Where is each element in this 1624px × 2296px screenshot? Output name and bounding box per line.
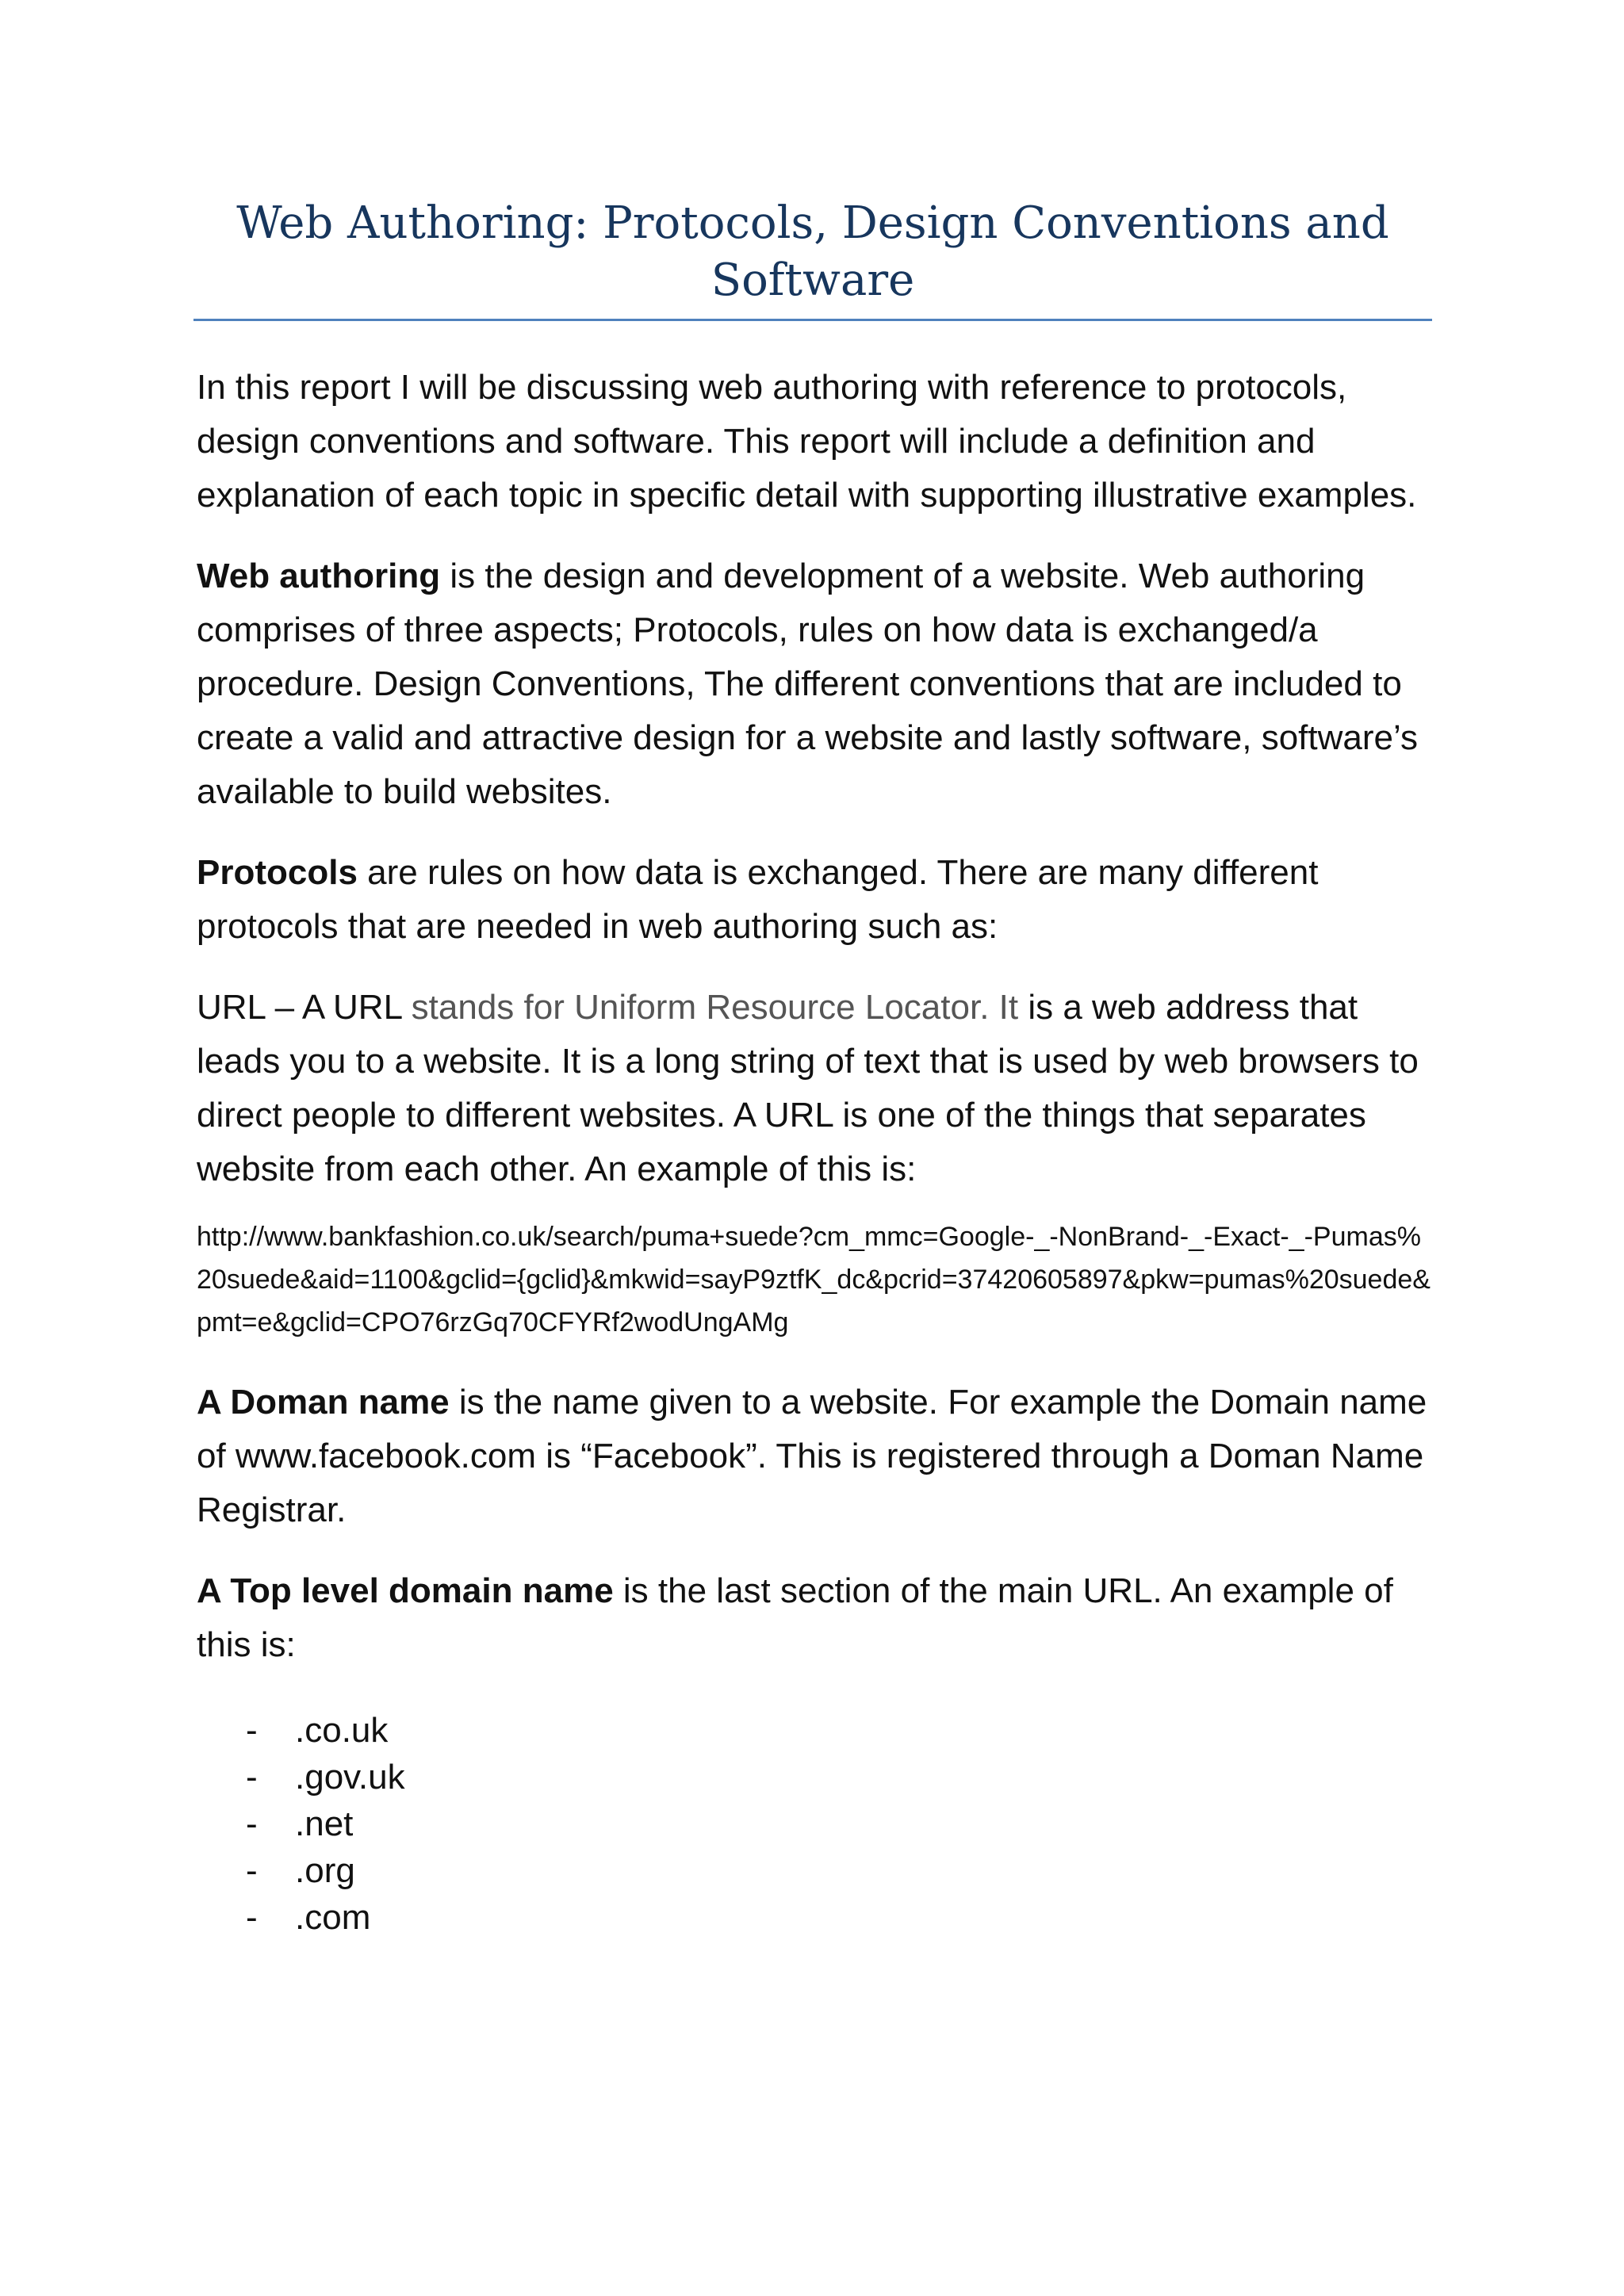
document-body bbox=[197, 361, 1434, 1941]
web-authoring-text: is the design and development of a website. Web authoring comprises of three aspects; Protocols, rules on how data is exchanged/a procedure. Design Conventions, The different conventions that are included to create a valid and attractive design for a website and lastly software, software’s available to build websites. bbox=[197, 557, 1418, 811]
protocols-text: are rules on how data is exchanged. There are many different protocols that are needed in web authoring such as: bbox=[197, 853, 1319, 946]
web-authoring-term: Web authoring bbox=[197, 557, 441, 595]
url-text: is a web address that leads you to a website. It is a long string of text that is used by web browsers to direct people to different websites. A URL is one of the things that separates website from each other. An example of this is: bbox=[197, 988, 1419, 1188]
tld-paragraph bbox=[197, 1564, 1434, 1672]
tld-list bbox=[197, 1707, 1434, 1941]
domain-text: is the name given to a website. For example the Domain name of www.facebook.com is “Facebook”. This is registered through a Doman Name Registrar. bbox=[197, 1383, 1427, 1529]
list-item bbox=[197, 1707, 1434, 1754]
tld-item: .org bbox=[295, 1851, 355, 1890]
list-item bbox=[197, 1800, 1434, 1847]
list-bullet: - bbox=[246, 1804, 258, 1843]
url-paragraph bbox=[197, 981, 1434, 1196]
domain-term: A Doman name bbox=[197, 1383, 450, 1422]
title-line-2: Software bbox=[710, 254, 915, 306]
list-bullet: - bbox=[246, 1758, 258, 1797]
tld-term: A Top level domain name bbox=[197, 1571, 614, 1610]
list-item bbox=[197, 1894, 1434, 1941]
document-title bbox=[193, 195, 1432, 321]
tld-item: .co.uk bbox=[295, 1711, 389, 1750]
list-bullet: - bbox=[246, 1851, 258, 1890]
tld-item: .com bbox=[295, 1898, 371, 1937]
title-line-1: Web Authoring: Protocols, Design Conventions and bbox=[236, 197, 1389, 249]
url-definition: stands for Uniform Resource Locator. It bbox=[401, 988, 1019, 1027]
protocols-paragraph bbox=[197, 846, 1434, 954]
tld-text: is the last section of the main URL. An example of this is: bbox=[197, 1571, 1393, 1664]
intro-paragraph: In this report I will be discussing web authoring with reference to protocols, design conventions and software. This report will include a definition and explanation of each topic in specific detail with supporting illustrative examples. bbox=[197, 368, 1417, 515]
list-bullet: - bbox=[246, 1898, 258, 1937]
list-item bbox=[197, 1754, 1434, 1800]
url-example: http://www.bankfashion.co.uk/search/puma+suede?cm_mmc=Google-_-NonBrand-_-Exact-_-Pumas%20suede&aid=1100&gclid={gclid}&mkwid=sayP9ztfK_dc&pcrid=37420605897&pkw=pumas%20suede&pmt=e&gclid=CPO76rzGq70CFYRf2wodUngAMg bbox=[197, 1222, 1431, 1337]
url-lead: URL – A URL bbox=[197, 988, 402, 1027]
list-item bbox=[197, 1847, 1434, 1894]
list-bullet: - bbox=[246, 1711, 258, 1750]
web-authoring-paragraph bbox=[197, 549, 1434, 819]
tld-item: .gov.uk bbox=[295, 1758, 405, 1797]
domain-paragraph bbox=[197, 1376, 1434, 1537]
tld-item: .net bbox=[295, 1804, 354, 1843]
protocols-term: Protocols bbox=[197, 853, 358, 892]
